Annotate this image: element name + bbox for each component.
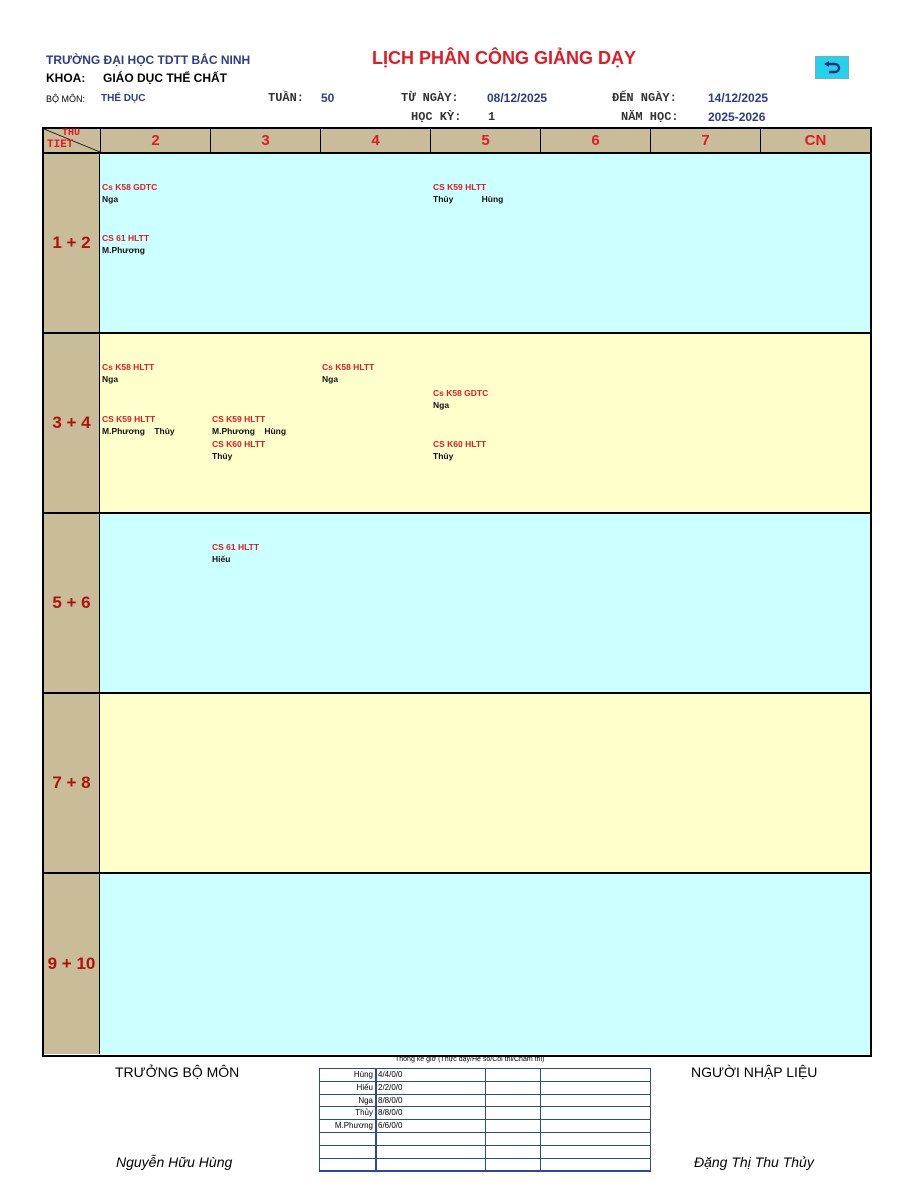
class-name: Cs K58 GDTC — [102, 182, 158, 192]
day-header-5: 5 — [430, 129, 540, 152]
data-entry-person-title: NGƯỜI NHẬP LIỆU — [691, 1064, 818, 1080]
teacher-name: Hiếu — [212, 554, 231, 564]
stats-row — [320, 1133, 650, 1146]
stats-teacher — [320, 1146, 376, 1158]
hocky-label: HỌC KỲ: — [411, 110, 462, 124]
period-cells — [100, 694, 870, 872]
bomon-label: BỘ MÔN: — [46, 94, 86, 104]
day-header-4: 4 — [320, 129, 430, 152]
day-header-row — [44, 129, 870, 154]
schedule-entry[interactable] — [102, 181, 157, 205]
khoa-value: GIÁO DỤC THỂ CHẤT — [103, 71, 227, 85]
class-name: Cs K58 GDTC — [433, 388, 489, 398]
teacher-name: M.Phương — [102, 245, 145, 255]
stats-row — [320, 1107, 650, 1120]
teacher-name: M.Phương Thủy — [102, 426, 175, 436]
stats-value: 8/8/0/0 — [378, 1095, 403, 1105]
period-block-5-6 — [44, 514, 870, 694]
stats-row — [320, 1082, 650, 1095]
schedule-entry[interactable] — [212, 541, 259, 565]
schedule-entry[interactable] — [102, 413, 175, 437]
corner-thu-label: THU — [62, 128, 81, 139]
class-name: CS K60 HLTT — [212, 439, 266, 449]
denngay-label: ĐẾN NGÀY: — [612, 91, 677, 105]
tungay-value: 08/12/2025 — [487, 91, 548, 105]
stats-teacher — [320, 1133, 376, 1145]
corner-tiet-label: TIET — [47, 139, 74, 151]
day-header-7: 7 — [650, 129, 760, 152]
schedule-entry[interactable] — [102, 361, 154, 385]
period-label: 9 + 10 — [44, 874, 100, 1054]
tuan-value: 50 — [321, 91, 335, 105]
day-header-3: 3 — [210, 129, 320, 152]
period-label: 1 + 2 — [44, 154, 100, 332]
return-arrow-icon — [823, 61, 841, 75]
class-name: CS 61 HLTT — [102, 233, 150, 243]
head-of-department-title: TRƯỞNG BỘ MÔN — [115, 1064, 240, 1080]
denngay-value: 14/12/2025 — [708, 91, 769, 105]
data-entry-person-name: Đặng Thị Thu Thủy — [694, 1154, 814, 1170]
day-header-cn: CN — [760, 129, 870, 152]
stats-teacher: Hùng — [320, 1069, 376, 1081]
namhoc-label: NĂM HỌC: — [621, 110, 679, 124]
teacher-name: Nga — [102, 374, 119, 384]
stats-table — [319, 1068, 651, 1172]
period-cells — [100, 874, 870, 1054]
period-block-7-8 — [44, 694, 870, 874]
teacher-name: Nga — [322, 374, 339, 384]
schedule-entry[interactable] — [433, 387, 488, 411]
stats-row — [320, 1159, 650, 1172]
school-name: TRƯỜNG ĐẠI HỌC TDTT BẮC NINH — [46, 53, 251, 67]
period-label: 7 + 8 — [44, 694, 100, 872]
stats-value: 6/6/0/0 — [378, 1121, 403, 1131]
teacher-name: Thủy — [433, 451, 454, 461]
schedule-grid — [42, 127, 872, 1057]
teacher-name: Nga — [102, 194, 119, 204]
stats-teacher — [320, 1159, 376, 1171]
schedule-entry[interactable] — [212, 413, 286, 437]
class-name: CS K59 HLTT — [102, 414, 156, 424]
tungay-label: TỪ NGÀY: — [401, 91, 459, 105]
teacher-name: M.Phương Hùng — [212, 426, 287, 436]
class-name: Cs K58 HLTT — [102, 362, 155, 372]
corner-cell — [44, 129, 100, 152]
khoa-label: KHOA: — [46, 71, 86, 85]
class-name: CS 61 HLTT — [212, 542, 260, 552]
back-button[interactable] — [815, 56, 849, 79]
teacher-name: Thủy Hùng — [433, 194, 504, 204]
schedule-entry[interactable] — [322, 361, 374, 385]
tuan-label: TUẦN: — [268, 91, 305, 105]
class-name: CS K59 HLTT — [212, 414, 266, 424]
stats-value: 4/4/0/0 — [378, 1070, 403, 1079]
head-of-department-name: Nguyễn Hữu Hùng — [116, 1154, 233, 1170]
class-name: Cs K58 HLTT — [322, 362, 375, 372]
teacher-name: Nga — [433, 400, 450, 410]
teacher-name: Thủy — [212, 451, 233, 461]
stats-teacher: Thủy — [320, 1107, 376, 1119]
schedule-entry[interactable] — [433, 181, 503, 205]
bomon-value: THỂ DỤC — [101, 93, 146, 104]
schedule-entry[interactable] — [433, 438, 486, 462]
stats-row — [320, 1146, 650, 1159]
stats-value: 2/2/0/0 — [378, 1082, 403, 1092]
stats-value: 8/8/0/0 — [378, 1108, 403, 1118]
stats-row — [320, 1120, 650, 1133]
period-block-9-10 — [44, 874, 870, 1054]
day-header-2: 2 — [100, 129, 210, 152]
class-name: CS K59 HLTT — [433, 182, 487, 192]
stats-teacher: Hiếu — [320, 1082, 376, 1094]
hocky-value: 1 — [488, 110, 496, 124]
stats-caption: Thống kê giờ (Thực dạy/Hệ số/Coi thi/Chấm thi) — [395, 1056, 545, 1063]
stats-teacher: M.Phương — [320, 1120, 376, 1132]
namhoc-value: 2025-2026 — [708, 110, 766, 124]
period-label: 3 + 4 — [44, 334, 100, 512]
stats-row — [320, 1069, 650, 1082]
period-label: 5 + 6 — [44, 514, 100, 692]
class-name: CS K60 HLTT — [433, 439, 487, 449]
stats-row — [320, 1095, 650, 1108]
page-title: LỊCH PHÂN CÔNG GIẢNG DẠY — [372, 48, 637, 68]
day-header-6: 6 — [540, 129, 650, 152]
schedule-entry[interactable] — [212, 438, 265, 462]
stats-teacher: Nga — [320, 1095, 376, 1107]
schedule-entry[interactable] — [102, 232, 149, 256]
